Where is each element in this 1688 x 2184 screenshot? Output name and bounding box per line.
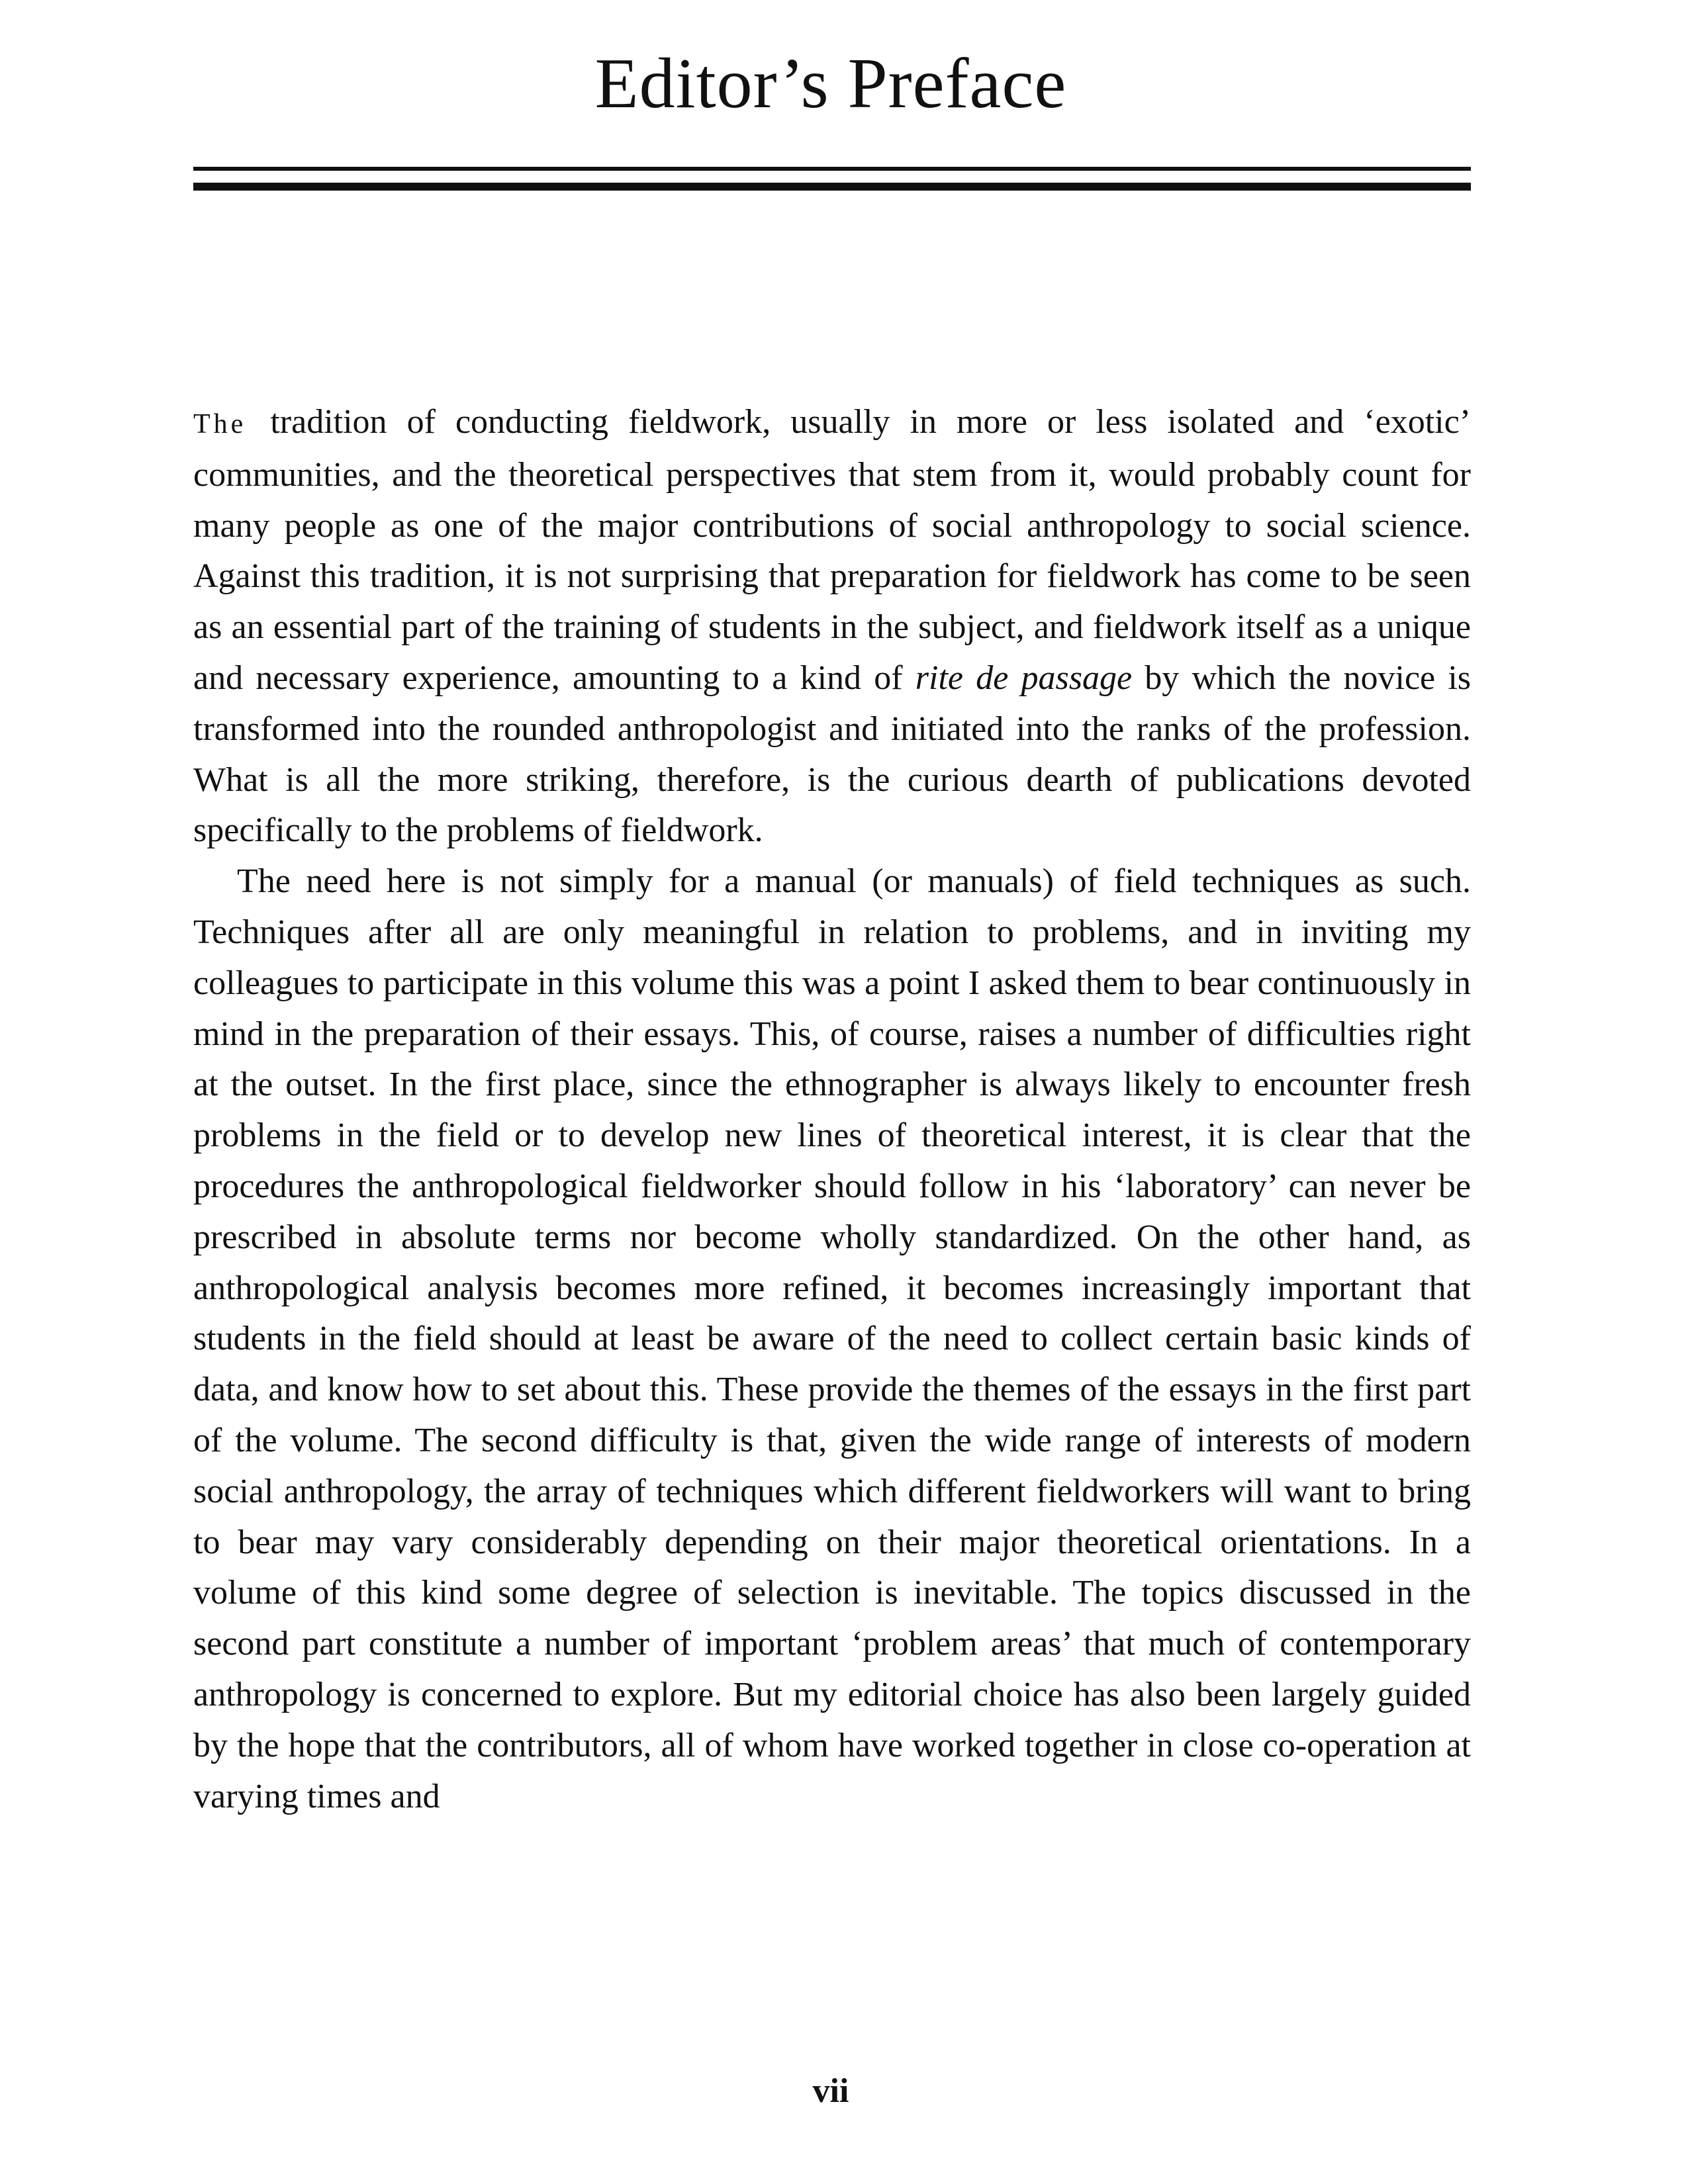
paragraph-2: The need here is not simply for a manual (or manuals) of field techniques as such. Techniques after all are only meaningful in relation to problems, and in inviting my colleagues to participate in this volume this was a point I asked them to bear continuously in mind in the preparation of their essays. This, of course, raises a number of difficulties right at the outset. In the first place, since the ethnographer is always likely to encounter fresh problems in the field or to develop new lines of theoretical interest, it is clear that the procedures the anthropological fieldworker should follow in his ‘laboratory’ can never be prescribed in absolute terms nor become wholly standardized. On the other hand, as anthropological analysis becomes more refined, it becomes increasingly important that students in the field should at least be aware of the need to collect certain basic kinds of data, and know how to set about this. These provide the themes of the essays in the first part of the volume. The second difficulty is that, given the wide range of interests of modern social anthropology, the array of techniques which different fieldworkers will want to bring to bear may vary considerably depending on their major theoretical orientations. In a volume of this kind some degree of selection is inevitable. The topics discussed in the second part constitute a number of important ‘problem areas’ that much of contemporary anthropology is concerned to explore. But my editorial choice has also been largely guided by the hope that the contributors, all of whom have worked together in close co-operation at varying times and: [193, 862, 1471, 1815]
page-number: vii: [812, 2072, 849, 2110]
title-rule-thin: [193, 167, 1471, 171]
body-text: [193, 397, 1471, 1822]
paragraph-1-text-b: by which the novice is transformed into the rounded anthropologist and initiated into the ranks of the profession. What is all the more striking, therefore, is the curious dearth of publications devoted specifically to the problems of fieldwork.: [193, 659, 1472, 850]
paragraph-1: [193, 397, 1471, 856]
title-rule-thick: [193, 183, 1471, 191]
paragraph-1-text-a: tradition of conducting fieldwork, usually in more or less isolated and ‘exotic’ communities, and the theoretical perspectives that stem from it, would probably count for many people as one of the major contributions of social anthropology to social science. Against this tradition, it is not surprising that preparation for fieldwork has come to be seen as an essential part of the training of students in the subject, and fieldwork itself as a unique and necessary experience, amounting to a kind of: [193, 403, 1471, 697]
italic-phrase: rite de passage: [915, 659, 1133, 697]
lead-word-smallcaps: The: [193, 409, 247, 439]
page-title: Editor’s Preface: [594, 44, 1067, 123]
